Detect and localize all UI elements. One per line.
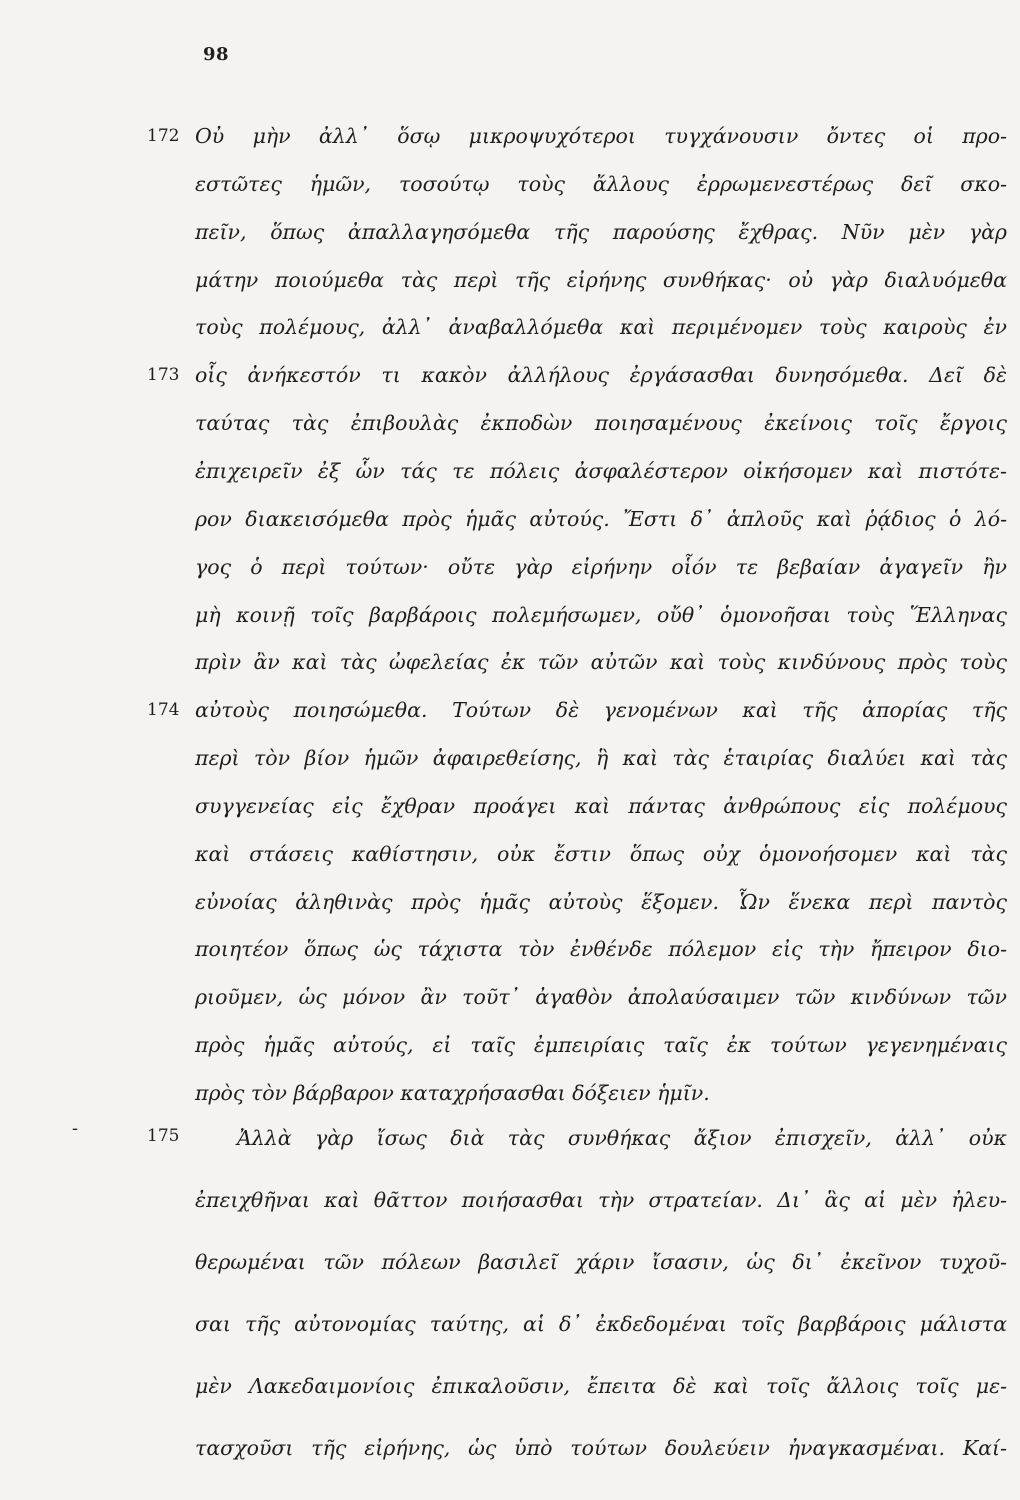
text-line: τασχοῦσι τῆς εἰρήνης, ὡς ὑπὸ τούτων δουλεύειν ἠναγκασμέναι. Καί-	[195, 1436, 1007, 1460]
text-line: εὐνοίας ἀληθινὰς πρὸς ἡμᾶς αὐτοὺς ἕξομεν. Ὧν ἕνεκα περὶ παντὸς	[195, 890, 1007, 914]
text-line: ταύτας τὰς ἐπιβουλὰς ἐκποδὼν ποιησαμένους ἐκείνοις τοῖς ἔργοις	[195, 411, 1007, 435]
section-number-173: 173	[147, 365, 180, 385]
text-line: συγγενείας εἰς ἔχθραν προάγει καὶ πάντας ἀνθρώπους εἰς πολέμους	[195, 794, 1007, 818]
text-line: πρὸς τὸν βάρβαρον καταχρήσασθαι δόξειεν ἡμῖν.	[195, 1081, 710, 1105]
text-line: ρον διακεισόμεθα πρὸς ἡμᾶς αὐτούς. Ἔστι δ᾿ ἁπλοῦς καὶ ῥᾴδιος ὁ λό-	[195, 507, 1007, 531]
text-line: σαι τῆς αὐτονομίας ταύτης, αἱ δ᾿ ἐκδεδομέναι τοῖς βαρβάροις μάλιστα	[195, 1312, 1007, 1336]
text-line: ποιητέον ὅπως ὡς τάχιστα τὸν ἐνθένδε πόλεμον εἰς τὴν ἤπειρον διο-	[195, 937, 1007, 961]
text-line: πρὸς ἡμᾶς αὐτούς, εἰ ταῖς ἐμπειρίαις ταῖς ἐκ τούτων γεγενημέναις	[195, 1033, 1007, 1057]
text-line: καὶ στάσεις καθίστησιν, οὐκ ἔστιν ὅπως οὐχ ὁμονοήσομεν καὶ τὰς	[195, 842, 1007, 866]
text-line: πρὶν ἂν καὶ τὰς ὠφελείας ἐκ τῶν αὐτῶν καὶ τοὺς κινδύνους πρὸς τοὺς	[195, 650, 1007, 674]
section-number-172: 172	[147, 126, 180, 146]
text-line: θερωμέναι τῶν πόλεων βασιλεῖ χάριν ἴσασιν, ὡς δι᾿ ἐκεῖνον τυχοῦ-	[195, 1250, 1007, 1274]
text-line: Ἀλλὰ γὰρ ἴσως διὰ τὰς συνθήκας ἄξιον ἐπισχεῖν, ἀλλ᾿ οὐκ	[237, 1126, 1007, 1150]
page-number: 98	[203, 44, 230, 65]
text-line: ἐπειχθῆναι καὶ θᾶττον ποιήσασθαι τὴν στρατείαν. Δι᾿ ἃς αἱ μὲν ἠλευ-	[195, 1188, 1007, 1212]
text-line: ριοῦμεν, ὡς μόνον ἂν τοῦτ᾿ ἀγαθὸν ἀπολαύσαιμεν τῶν κινδύνων τῶν	[195, 985, 1007, 1009]
text-line: τοὺς πολέμους, ἀλλ᾿ ἀναβαλλόμεθα καὶ περιμένομεν τοὺς καιροὺς ἐν	[195, 315, 1007, 339]
text-line: μὴ κοινῇ τοῖς βαρβάροις πολεμήσωμεν, οὔθ᾿ ὁμονοῆσαι τοὺς Ἕλληνας	[195, 603, 1007, 627]
text-line: πεῖν, ὅπως ἀπαλλαγησόμεθα τῆς παρούσης ἔχθρας. Νῦν μὲν γὰρ	[195, 220, 1007, 244]
text-line: οἷς ἀνήκεστόν τι κακὸν ἀλλήλους ἐργάσασθαι δυνησόμεθα. Δεῖ δὲ	[195, 363, 1007, 387]
text-line: μὲν Λακεδαιμονίοις ἐπικαλοῦσιν, ἔπειτα δὲ καὶ τοῖς ἄλλοις τοῖς με-	[195, 1374, 1007, 1398]
text-line: εστῶτες ἡμῶν, τοσούτῳ τοὺς ἄλλους ἐρρωμενεστέρως δεῖ σκο-	[195, 172, 1007, 196]
text-line: μάτην ποιούμεθα τὰς περὶ τῆς εἰρήνης συνθήκας· οὐ γὰρ διαλυόμεθα	[195, 268, 1007, 292]
text-line: γος ὁ περὶ τούτων· οὔτε γὰρ εἰρήνην οἷόν τε βεβαίαν ἀγαγεῖν ἢν	[195, 555, 1007, 579]
section-number-175: 175	[147, 1126, 180, 1146]
margin-mark: -	[72, 1118, 79, 1139]
text-line: ἐπιχειρεῖν ἐξ ὧν τάς τε πόλεις ἀσφαλέστερον οἰκήσομεν καὶ πιστότε-	[195, 459, 1007, 483]
text-line: αὐτοὺς ποιησώμεθα. Τούτων δὲ γενομένων καὶ τῆς ἀπορίας τῆς	[195, 698, 1007, 722]
text-line: περὶ τὸν βίον ἡμῶν ἀφαιρεθείσης, ἣ καὶ τὰς ἑταιρίας διαλύει καὶ τὰς	[195, 746, 1007, 770]
text-line: Οὐ μὴν ἀλλ᾿ ὅσῳ μικροψυχότεροι τυγχάνουσιν ὄντες οἱ προ-	[195, 124, 1007, 148]
section-number-174: 174	[147, 700, 180, 720]
